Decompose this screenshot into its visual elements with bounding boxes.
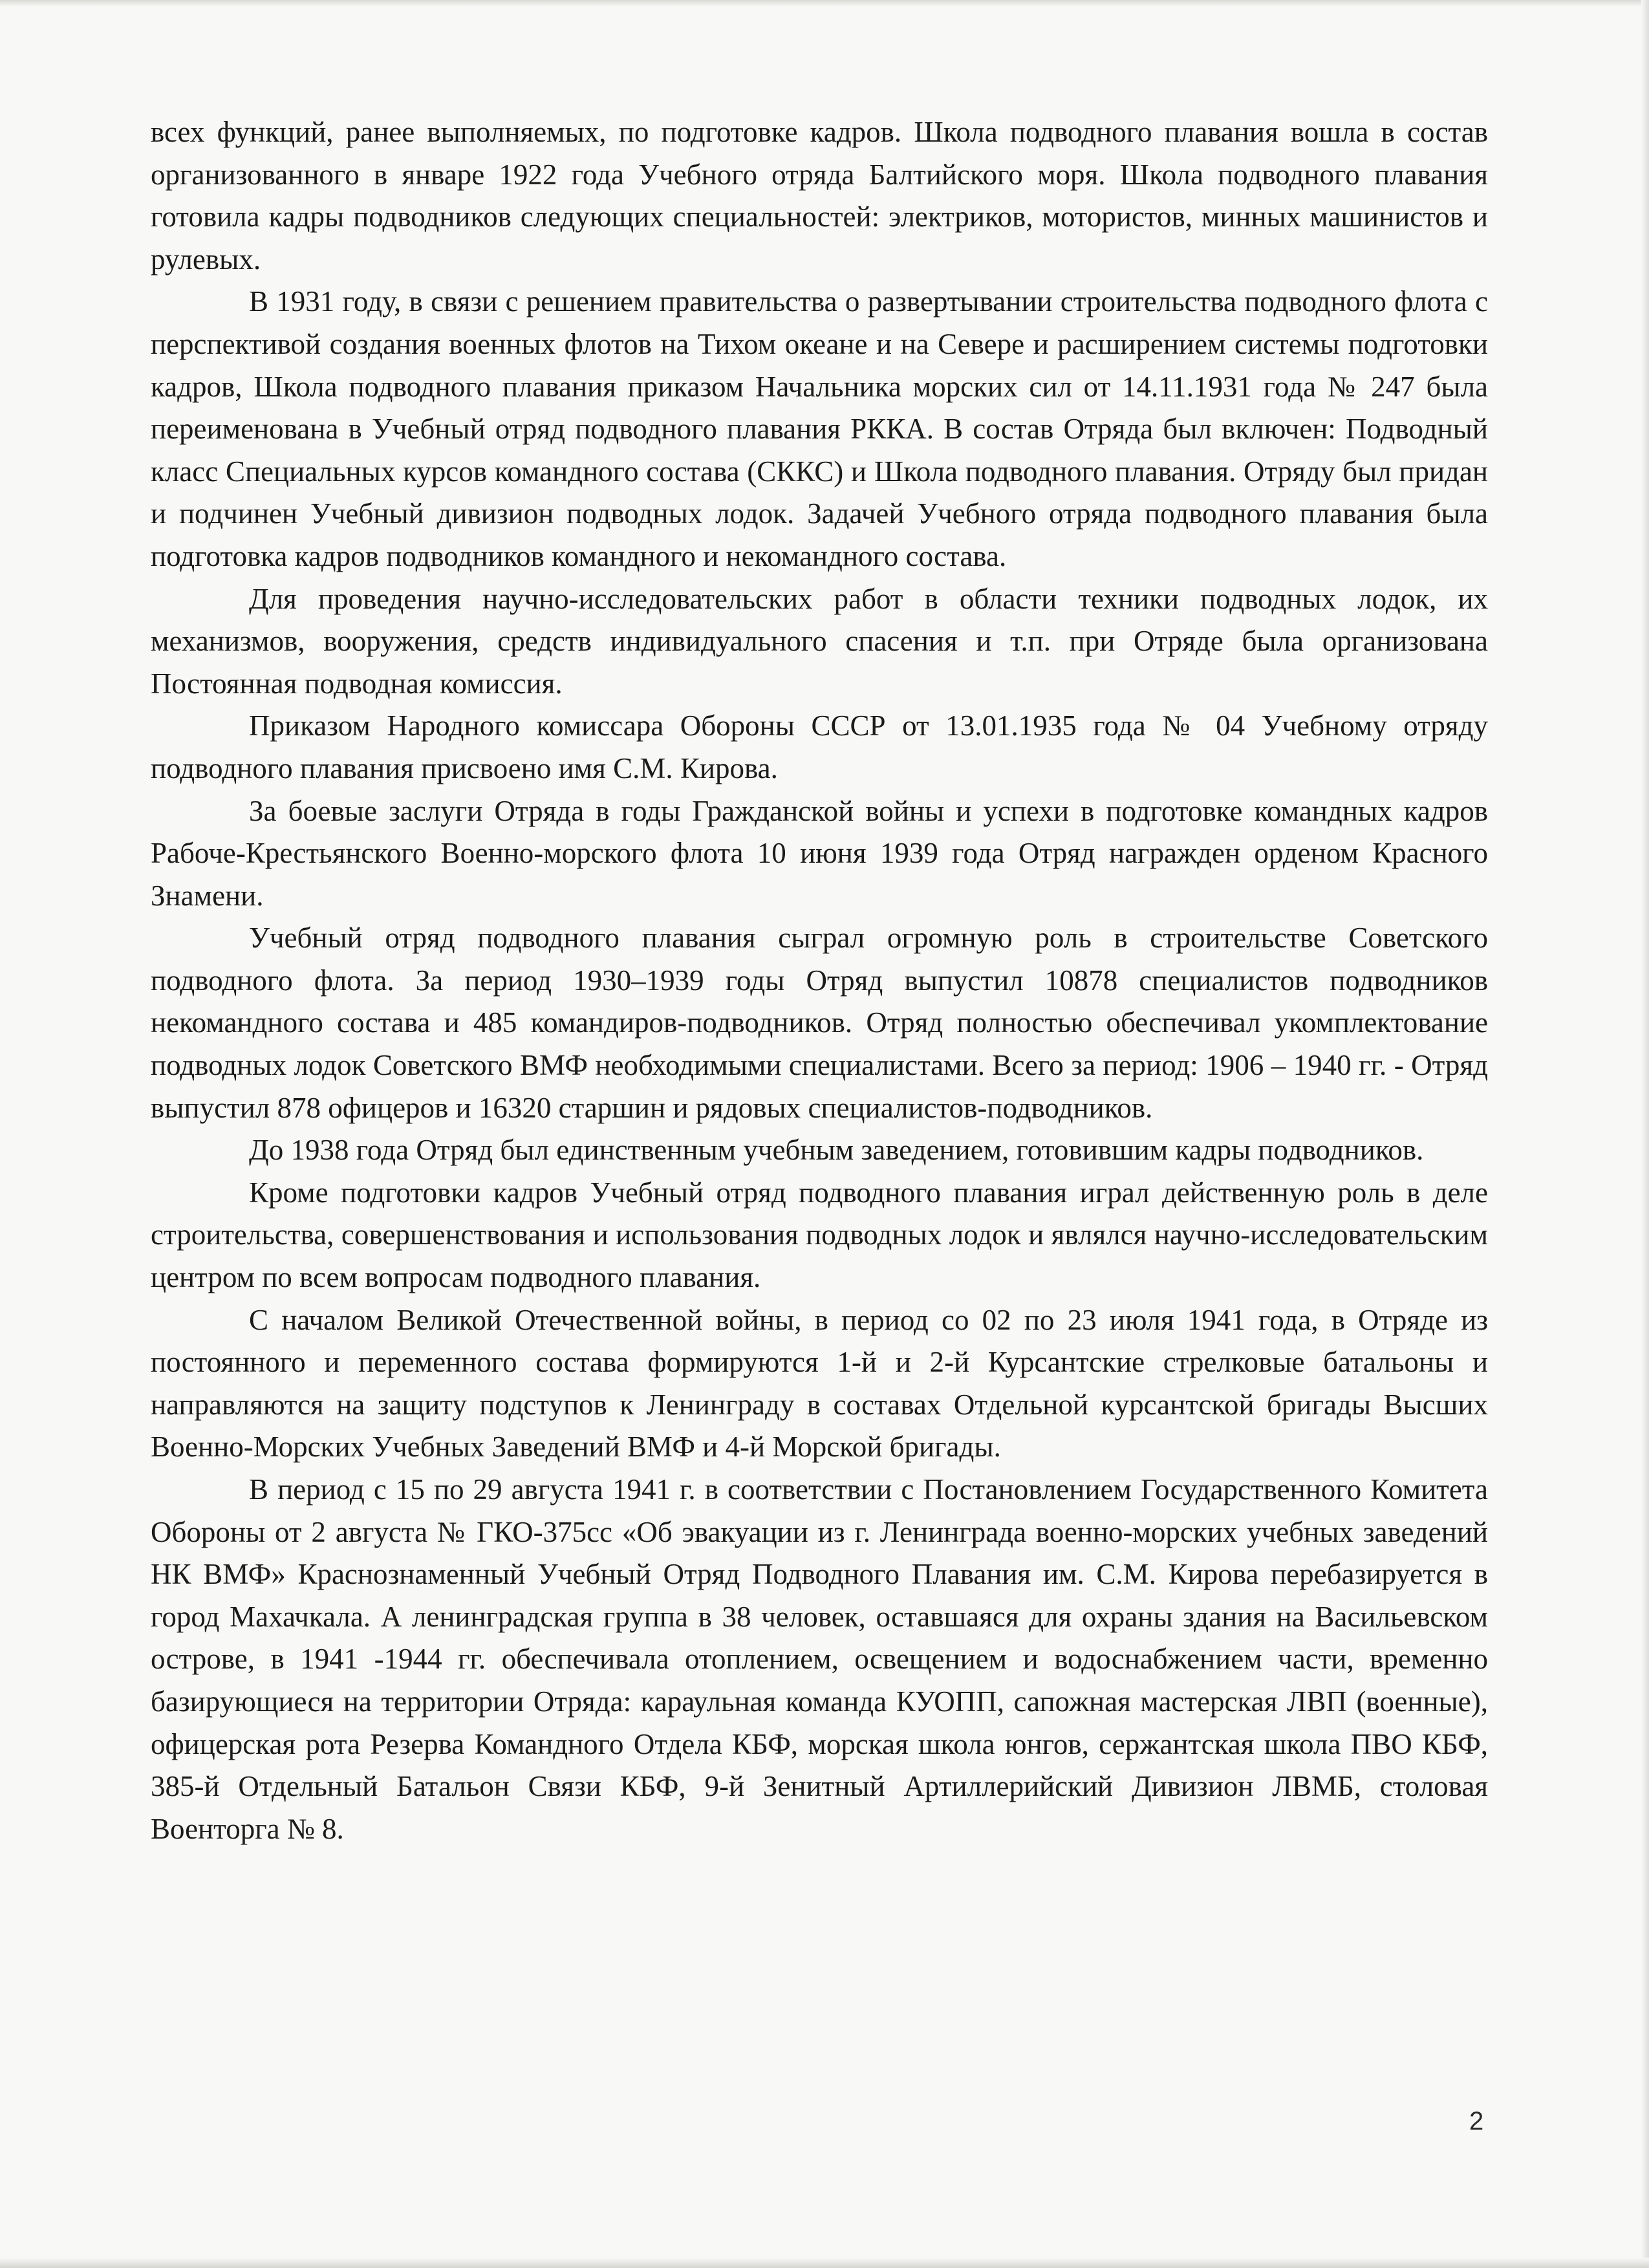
scan-top-edge: [0, 0, 1649, 6]
paragraph-kirov-name: Приказом Народного комиссара Обороны СССР от 13.01.1935 года № 04 Учебному отряду подводного плавания присвоено имя С.М. Кирова.: [151, 709, 1488, 784]
paragraph-research-center: Кроме подготовки кадров Учебный отряд подводного плавания играл действенную роль в деле строительства, совершенствования и использования подводных лодок и являлся научно-исследовательским центром по всем вопросам подводного плавания.: [151, 1176, 1488, 1294]
paragraph-evacuation: В период с 15 по 29 августа 1941 г. в соответствии с Постановлением Государственного Комитета Обороны от 2 августа № ГКО-375сс «Об эвакуации из г. Ленинграда военно-морских учебных заведений НК ВМФ» Краснознаменный Учебный Отряд Подводного Плавания им. С.М. Кирова перебазируется в город Махачкала. А ленинградская группа в 38 человек, оставшаяся для охраны здания на Васильевском острове, в 1941 -1944 гг. обеспечивала отоплением, освещением и водоснабжением части, временно базирующиеся на территории Отряда: караульная команда КУОПП, сапожная мастерская ЛВП (военные), офицерская рота Резерва Командного Отдела КБФ, морская школа юнгов, сержантская школа ПВО КБФ, 385-й Отдельный Батальон Связи КБФ, 9-й Зенитный Артиллерийский Дивизион ЛВМБ, столовая Военторга № 8.: [151, 1473, 1488, 1845]
paragraph-continuation: всех функций, ранее выполняемых, по подготовке кадров. Школа подводного плавания вошла в состав организованного в январе 1922 года Учебного отряда Балтийского моря. Школа подводного плавания готовила кадры подводников следующих специальностей: электриков, мотористов, минных машинистов и рулевых.: [151, 116, 1488, 275]
scan-bottom-edge: [0, 2258, 1649, 2268]
paragraph-only-institution: До 1938 года Отряд был единственным учебным заведением, готовившим кадры подводников.: [249, 1134, 1424, 1167]
scan-right-edge: [1641, 0, 1649, 2268]
document-body: [151, 111, 1488, 1850]
paragraph-research-commission: Для проведения научно-исследовательских работ в области техники подводных лодок, их механизмов, вооружения, средств индивидуального спасения и т.п. при Отряде была организована Постоянная подводная комиссия.: [151, 582, 1488, 700]
paragraph-war-battalions: С началом Великой Отечественной войны, в период со 02 по 23 июля 1941 года, в Отряде из постоянного и переменного состава формируются 1-й и 2-й Курсантские стрелковые батальоны и направляются на защиту подступов к Ленинграду в составах Отдельной курсантской бригады Высших Военно-Морских Учебных Заведений ВМФ и 4-й Морской бригады.: [151, 1303, 1488, 1463]
paragraph-1931-reorganization: В 1931 году, в связи с решением правительства о развертывании строительства подводного флота с перспективой создания военных флотов на Тихом океане и на Севере и расширением системы подготовки кадров, Школа подводного плавания приказом Начальника морских сил от 14.11.1931 года № 247 была переименована в Учебный отряд подводного плавания РККА. В состав Отряда был включен: Подводный класс Специальных курсов командного состава (СККС) и Школа подводного плавания. Отряду был придан и подчинен Учебный дивизион подводных лодок. Задачей Учебного отряда подводного плавания была подготовка кадров подводников командного и некомандного состава.: [151, 285, 1488, 572]
paragraph-red-banner-order: За боевые заслуги Отряда в годы Гражданской войны и успехи в подготовке командных кадров Рабоче-Крестьянского Военно-морского флота 10 июня 1939 года Отряд награжден орденом Красного Знамени.: [151, 794, 1488, 912]
paragraph-graduates: Учебный отряд подводного плавания сыграл огромную роль в строительстве Советского подводного флота. За период 1930–1939 годы Отряд выпустил 10878 специалистов подводников некомандного состава и 485 командиров-подводников. Отряд полностью обеспечивал укомплектование подводных лодок Советского ВМФ необходимыми специалистами. Всего за период: 1906 – 1940 гг. - Отряд выпустил 878 офицеров и 16320 старшин и рядовых специалистов-подводников.: [151, 922, 1488, 1124]
page-number: 2: [1469, 2107, 1484, 2135]
